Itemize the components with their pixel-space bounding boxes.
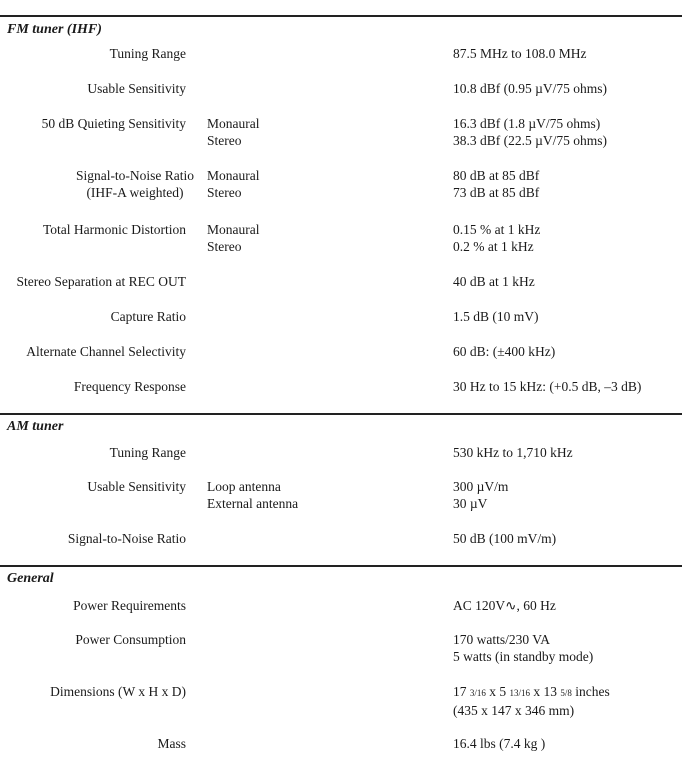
condition-stereo: Stereo [207, 133, 242, 148]
section-title-general: General [7, 571, 54, 586]
spec-value: 87.5 MHz to 108.0 MHz [453, 46, 587, 61]
value-monaural: 0.15 % at 1 kHz [453, 222, 541, 237]
value-stereo: 73 dB at 85 dBf [453, 185, 540, 200]
spec-value: 1.5 dB (10 mV) [453, 309, 539, 324]
spec-conditions [207, 167, 259, 201]
spec-label: Usable Sensitivity [87, 81, 186, 96]
spec-value: 530 kHz to 1,710 kHz [453, 445, 573, 460]
spec-label-line-2: (IHF-A weighted) [86, 185, 184, 200]
condition-monaural: Monaural [207, 168, 260, 183]
condition-monaural: Monaural [207, 116, 260, 131]
spec-label: Signal-to-Noise Ratio [67, 531, 186, 546]
condition-stereo: Stereo [207, 239, 242, 254]
spec-label: Total Harmonic Distortion [42, 222, 186, 237]
spec-value: 30 Hz to 15 kHz: (+0.5 dB, –3 dB) [453, 379, 642, 394]
spec-conditions [207, 115, 259, 149]
spec-value: 10.8 dBf (0.95 µV/75 ohms) [453, 81, 608, 96]
section-rule-general [0, 565, 682, 567]
section-rule-am [0, 413, 682, 415]
spec-values [453, 631, 593, 665]
spec-value: 16.4 lbs (7.4 kg ) [453, 736, 546, 751]
value-standby: 5 watts (in standby mode) [453, 649, 594, 664]
spec-label: 50 dB Quieting Sensitivity [41, 116, 186, 131]
spec-label: Alternate Channel Selectivity [26, 344, 186, 359]
condition-external-antenna: External antenna [207, 496, 299, 511]
value-loop-antenna: 300 µV/m [453, 479, 509, 494]
spec-label: Power Consumption [75, 632, 186, 647]
spec-label: Frequency Response [73, 379, 186, 394]
spec-label: Tuning Range [109, 46, 186, 61]
dim-separator-1: x 5 [485, 684, 510, 699]
spec-values [453, 478, 508, 512]
value-stereo: 38.3 dBf (22.5 µV/75 ohms) [453, 133, 608, 148]
spec-label: Power Requirements [73, 598, 186, 613]
spec-label: Dimensions (W x H x D) [50, 684, 186, 699]
spec-values [453, 167, 539, 201]
dim-unit: inches [571, 684, 610, 699]
dim-width-whole: 17 [453, 684, 467, 699]
value-dimensions-inches [453, 683, 610, 702]
spec-value: 60 dB: (±400 kHz) [453, 344, 556, 359]
dim-depth-fraction: 5/8 [560, 688, 572, 698]
value-operating: 170 watts/230 VA [453, 632, 551, 647]
value-monaural: 80 dB at 85 dBf [453, 168, 540, 183]
spec-conditions [207, 478, 298, 512]
spec-label-line-1: Signal-to-Noise Ratio [75, 168, 195, 183]
spec-values [453, 221, 540, 255]
value-monaural: 16.3 dBf (1.8 µV/75 ohms) [453, 116, 601, 131]
spec-conditions [207, 221, 259, 255]
dim-height-fraction: 13/16 [509, 688, 531, 698]
value-stereo: 0.2 % at 1 kHz [453, 239, 534, 254]
spec-label [40, 167, 230, 201]
dim-width-fraction: 3/16 [469, 688, 486, 698]
spec-value: AC 120V∿, 60 Hz [453, 598, 556, 613]
section-rule-top [0, 15, 682, 17]
spec-label: Tuning Range [109, 445, 186, 460]
condition-loop-antenna: Loop antenna [207, 479, 281, 494]
spec-values [453, 683, 610, 719]
spec-label: Capture Ratio [110, 309, 186, 324]
condition-monaural: Monaural [207, 222, 260, 237]
spec-value: 40 dB at 1 kHz [453, 274, 535, 289]
section-title-am: AM tuner [7, 419, 64, 434]
value-dimensions-mm: (435 x 147 x 346 mm) [453, 703, 575, 718]
spec-label: Stereo Separation at REC OUT [16, 274, 186, 289]
spec-values [453, 115, 607, 149]
condition-stereo: Stereo [207, 185, 242, 200]
value-external-antenna: 30 µV [453, 496, 488, 511]
spec-value: 50 dB (100 mV/m) [453, 531, 557, 546]
spec-label: Mass [157, 736, 186, 751]
section-title-fm: FM tuner (IHF) [7, 22, 102, 37]
dim-separator-2: x 13 [530, 684, 561, 699]
spec-label: Usable Sensitivity [87, 479, 186, 494]
